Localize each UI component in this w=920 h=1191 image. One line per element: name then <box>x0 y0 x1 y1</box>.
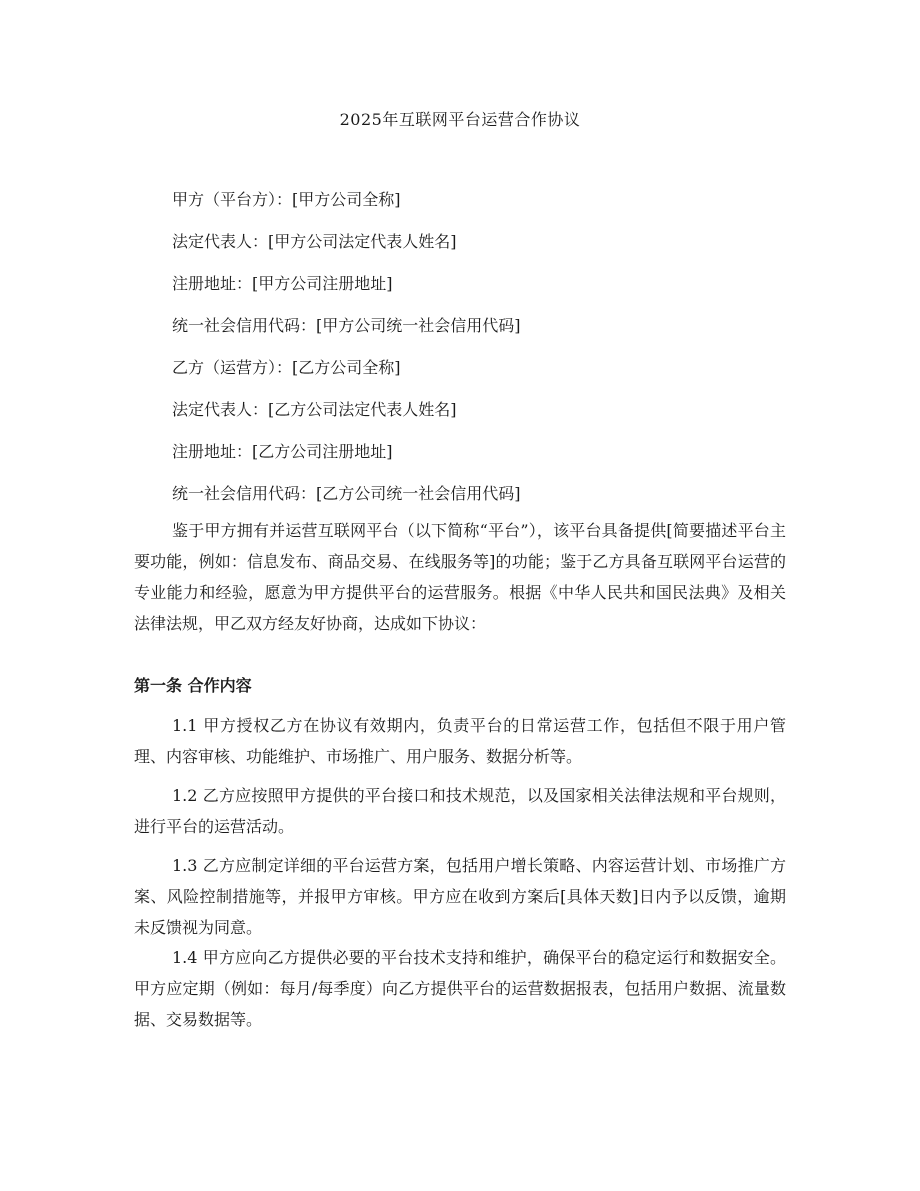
party-b-name: 乙方（运营方）：[乙方公司全称] <box>172 358 401 377</box>
clause-1-4: 1.4 甲方应向乙方提供必要的平台技术支持和维护，确保平台的稳定运行和数据安全。甲方应定期（例如：每月/每季度）向乙方提供平台的运营数据报表，包括用户数据、流量数据、交易数据等。 <box>134 948 786 1029</box>
party-b-representative: 法定代表人：[乙方公司法定代表人姓名] <box>172 400 457 419</box>
preamble-paragraph: 鉴于甲方拥有并运营互联网平台（以下简称“平台”），该平台具备提供[简要描述平台主要功能，例如：信息发布、商品交易、在线服务等]的功能；鉴于乙方具备互联网平台运营的专业能力和经验，愿意为甲方提供平台的运营服务。根据《中华人民共和国民法典》及相关法律法规，甲乙双方经友好协商，达成如下协议： <box>134 521 786 633</box>
party-a-name: 甲方（平台方）：[甲方公司全称] <box>172 190 401 209</box>
party-a-representative: 法定代表人：[甲方公司法定代表人姓名] <box>172 232 457 251</box>
party-b-credit-code: 统一社会信用代码：[乙方公司统一社会信用代码] <box>172 484 521 503</box>
party-b-address: 注册地址：[乙方公司注册地址] <box>172 442 393 461</box>
party-a-address: 注册地址：[甲方公司注册地址] <box>172 274 393 293</box>
clause-1-1: 1.1 甲方授权乙方在协议有效期内，负责平台的日常运营工作，包括但不限于用户管理、内容审核、功能维护、市场推广、用户服务、数据分析等。 <box>134 716 786 766</box>
clause-1-2: 1.2 乙方应按照甲方提供的平台接口和技术规范，以及国家相关法律法规和平台规则，进行平台的运营活动。 <box>134 786 786 836</box>
party-a-credit-code: 统一社会信用代码：[甲方公司统一社会信用代码] <box>172 316 521 335</box>
section-1-heading: 第一条 合作内容 <box>134 676 252 695</box>
document-title: 2025年互联网平台运营合作协议 <box>339 110 581 129</box>
clause-1-3: 1.3 乙方应制定详细的平台运营方案，包括用户增长策略、内容运营计划、市场推广方案、风险控制措施等，并报甲方审核。甲方应在收到方案后[具体天数]日内予以反馈，逾期未反馈视为同意。 <box>134 856 786 937</box>
